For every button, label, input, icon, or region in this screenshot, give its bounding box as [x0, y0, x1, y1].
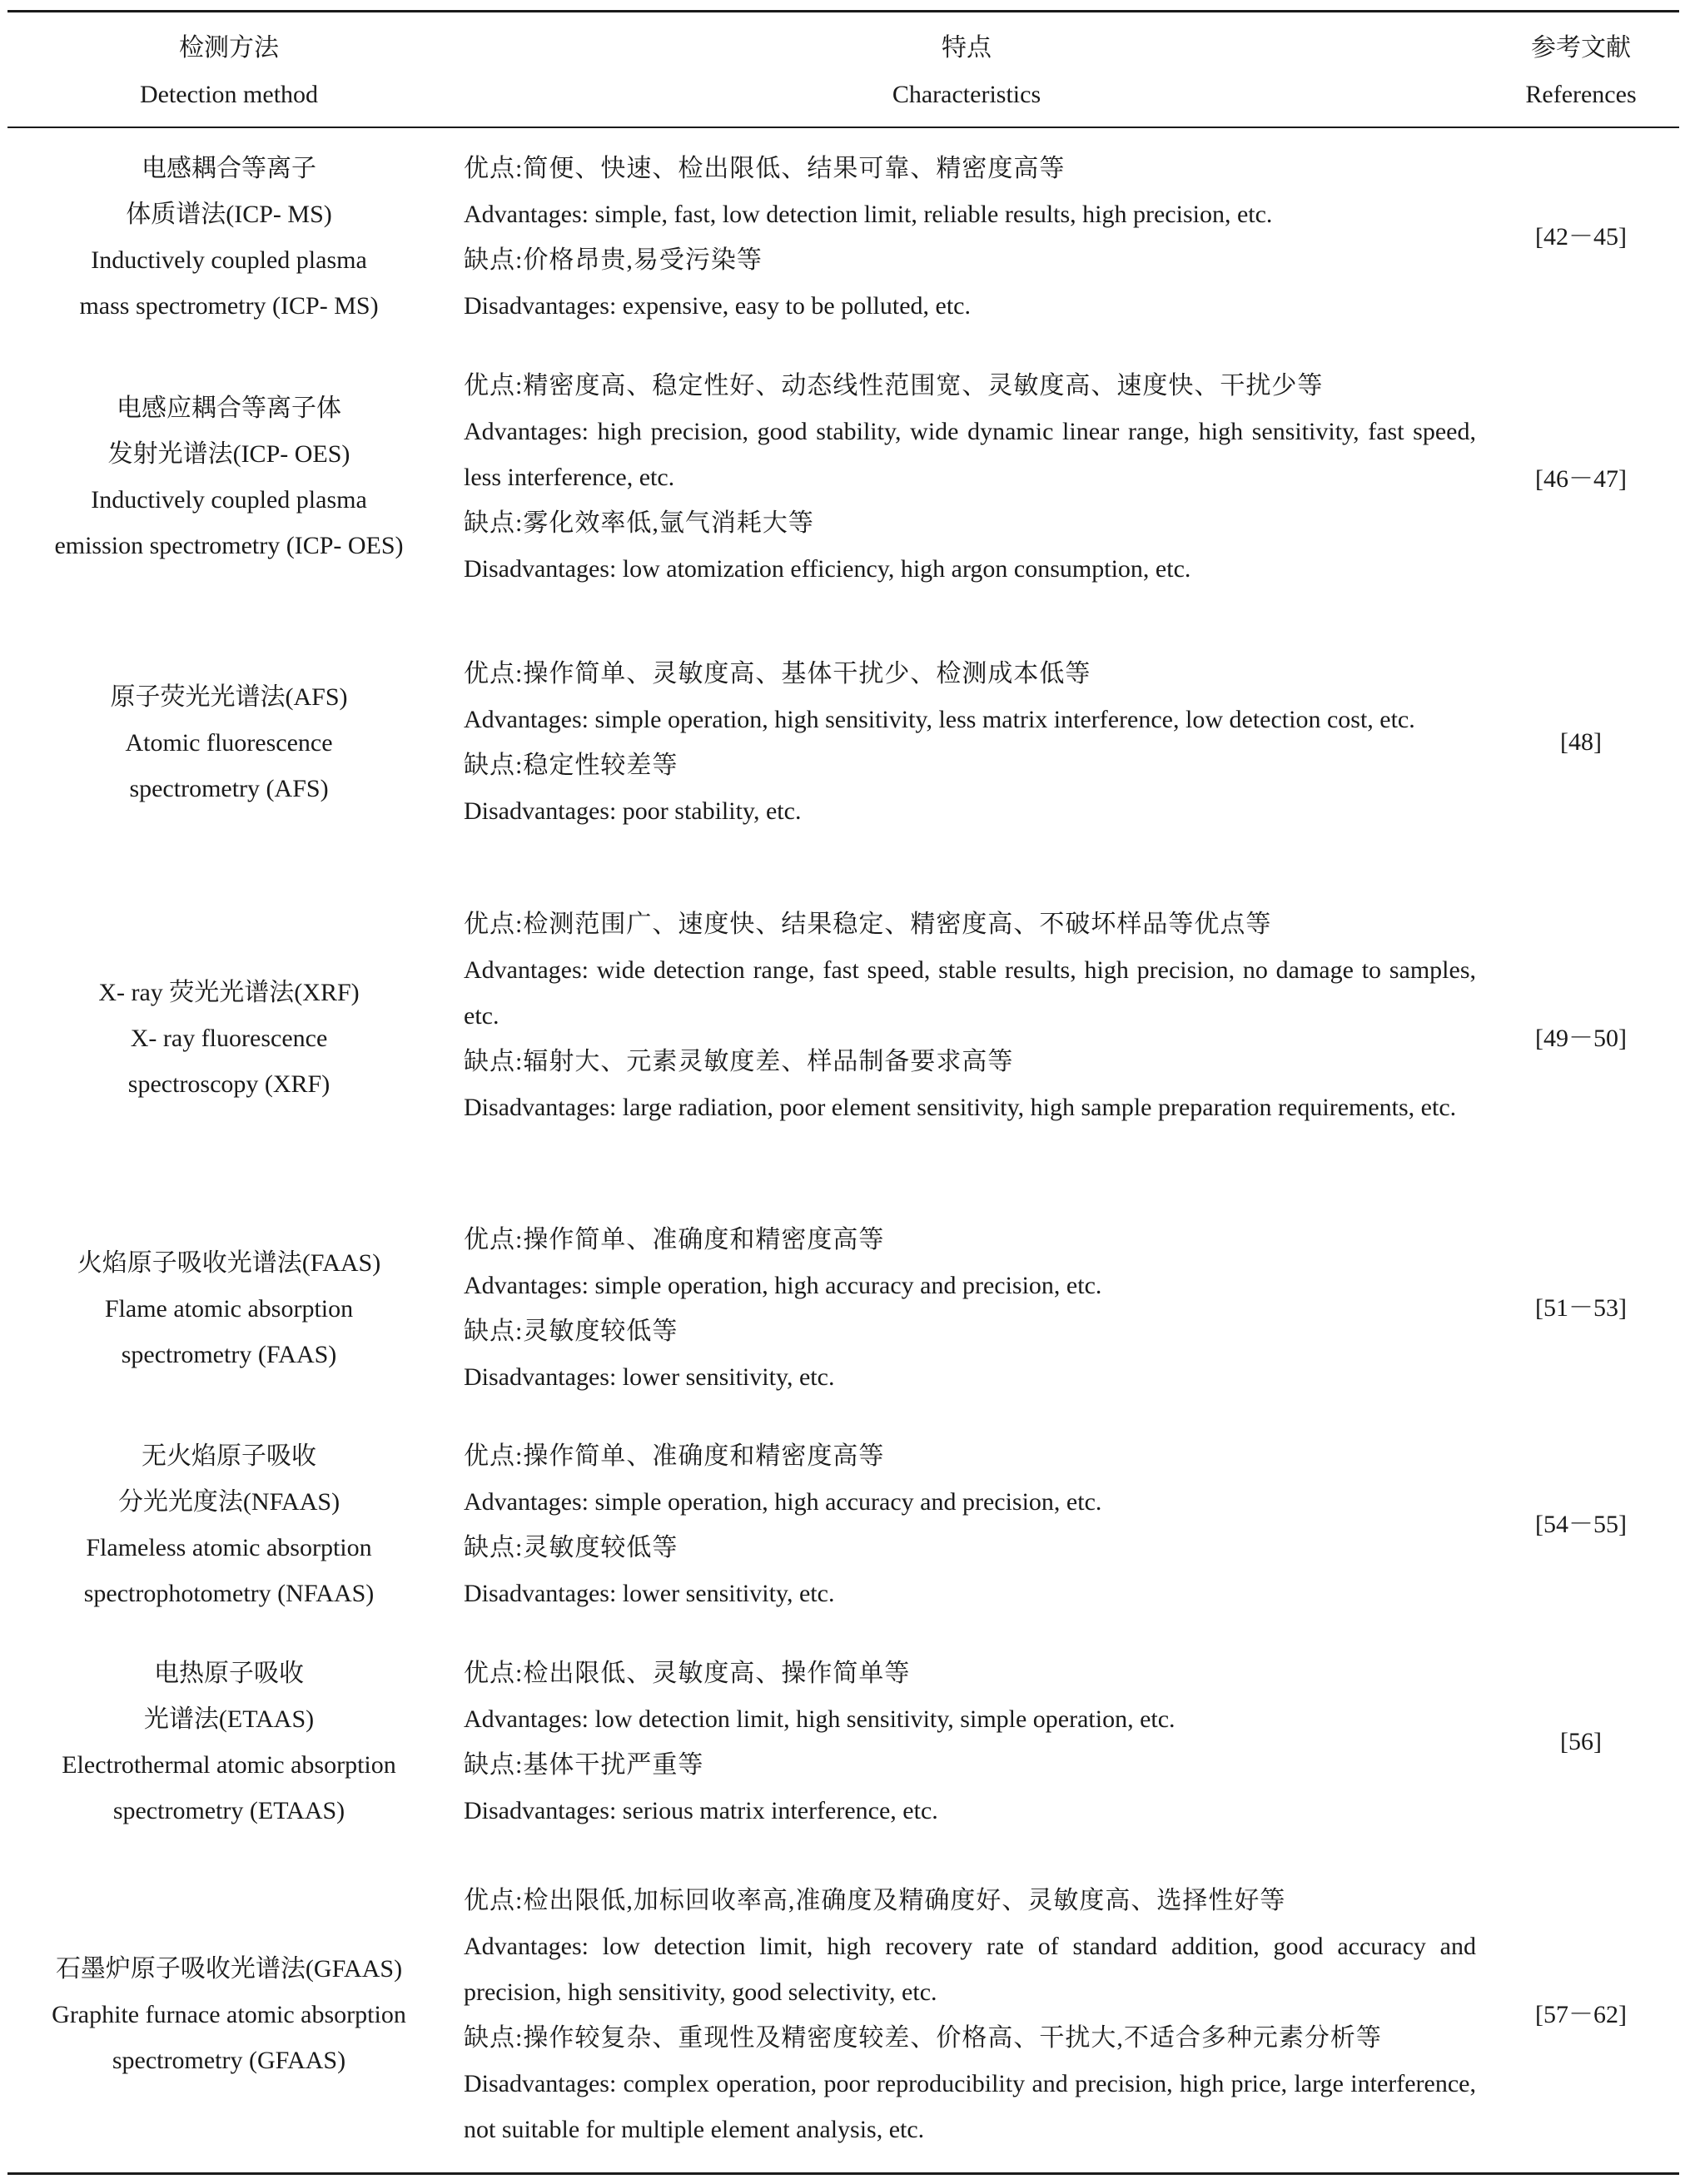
method-line: 原子荧光光谱法(AFS): [110, 683, 348, 711]
method-line: 无火焰原子吸收: [142, 1442, 316, 1470]
method-cell: [7, 1946, 450, 2083]
method-line: 分光光度法(NFAAS): [117, 1488, 340, 1516]
header-char-en: Characteristics: [892, 81, 1041, 108]
header-method-zh: 检测方法: [179, 34, 279, 62]
disadvantages-en: Disadvantages: lower sensitivity, etc.: [464, 1363, 835, 1391]
characteristics-cell: [464, 1217, 1476, 1400]
disadvantages-en: Disadvantages: poor stability, etc.: [464, 797, 802, 825]
method-cell: [7, 1240, 450, 1377]
disadvantages-en: Disadvantages: large radiation, poor element sensitivity, high sample preparation requirements, etc.: [464, 1094, 1457, 1121]
advantages-zh: 优点:检出限低,加标回收率高,准确度及精确度好、灵敏度高、选择性好等: [464, 1887, 1286, 1914]
advantages-zh: 优点:操作简单、准确度和精密度高等: [464, 1226, 885, 1253]
disadvantages-zh: 缺点:灵敏度较低等: [464, 1318, 678, 1345]
characteristics-cell: [464, 363, 1476, 592]
method-line: 电感耦合等离子: [142, 155, 316, 182]
method-line: Graphite furnace atomic absorption: [52, 2001, 406, 2028]
advantages-en: Advantages: high precision, good stability, wide dynamic linear range, high sensitivity, fast speed, less interference, etc.: [464, 418, 1476, 491]
method-line: 光谱法(ETAAS): [143, 1705, 315, 1733]
table-row: [7, 363, 1679, 608]
advantages-zh: 优点:操作简单、灵敏度高、基体干扰少、检测成本低等: [464, 660, 1091, 687]
reference-cell: [48]: [1560, 728, 1602, 756]
table-header-rule: [7, 127, 1679, 128]
advantages-zh: 优点:检测范围广、速度快、结果稳定、精密度高、不破坏样品等优点等: [464, 911, 1272, 938]
disadvantages-zh: 缺点:操作较复杂、重现性及精密度较差、价格高、干扰大,不适合多种元素分析等: [464, 2024, 1382, 2052]
disadvantages-zh: 缺点:辐射大、元素灵敏度差、样品制备要求高等: [464, 1048, 1014, 1075]
header-references: [1483, 25, 1679, 118]
table-top-rule: [7, 10, 1679, 12]
disadvantages-zh: 缺点:灵敏度较低等: [464, 1534, 678, 1561]
method-line: X- ray 荧光光谱法(XRF): [98, 979, 360, 1006]
disadvantages-zh: 缺点:雾化效率低,氩气消耗大等: [464, 509, 814, 537]
method-line: spectrometry (ETAAS): [112, 1797, 345, 1824]
disadvantages-zh: 缺点:稳定性较差等: [464, 752, 678, 779]
method-line: emission spectrometry (ICP- OES): [54, 532, 404, 559]
characteristics-cell: [464, 146, 1476, 329]
reference-cell: [46－47]: [1535, 465, 1627, 493]
advantages-en: Advantages: wide detection range, fast speed, stable results, high precision, no damage to samples, etc.: [464, 956, 1476, 1030]
advantages-en: Advantages: simple, fast, low detection limit, reliable results, high precision, etc.: [464, 201, 1273, 228]
method-line: 电感应耦合等离子体: [117, 395, 341, 422]
method-line: 电热原子吸收: [154, 1660, 304, 1687]
disadvantages-en: Disadvantages: complex operation, poor reproducibility and precision, high price, large interference, not suitable for multiple element analysis, etc.: [464, 2070, 1476, 2143]
advantages-zh: 优点:检出限低、灵敏度高、操作简单等: [464, 1660, 911, 1687]
method-cell: [7, 674, 450, 812]
method-line: spectrometry (AFS): [129, 775, 329, 802]
method-line: mass spectrometry (ICP- MS): [79, 292, 379, 320]
table-row: [7, 1433, 1679, 1625]
disadvantages-en: Disadvantages: serious matrix interference, etc.: [464, 1797, 938, 1824]
method-line: 石墨炉原子吸收光谱法(GFAAS): [55, 1955, 403, 1983]
table-row: [7, 1878, 1679, 2157]
method-cell: [7, 385, 450, 568]
header-ref-zh: 参考文献: [1531, 34, 1631, 62]
table-row: [7, 1217, 1679, 1408]
reference-cell: [49－50]: [1535, 1025, 1627, 1052]
table-row: [7, 901, 1679, 1176]
advantages-en: Advantages: simple operation, high accuracy and precision, etc.: [464, 1272, 1102, 1299]
method-line: Flameless atomic absorption: [86, 1534, 372, 1561]
header-detection-method: [7, 25, 450, 118]
method-cell: [7, 1433, 450, 1616]
table-row: [7, 1650, 1679, 1842]
method-line: 体质谱法(ICP- MS): [126, 201, 332, 228]
disadvantages-en: Disadvantages: expensive, easy to be polluted, etc.: [464, 292, 971, 320]
disadvantages-zh: 缺点:基体干扰严重等: [464, 1751, 704, 1779]
characteristics-cell: [464, 1433, 1476, 1616]
disadvantages-zh: 缺点:价格昂贵,易受污染等: [464, 246, 763, 274]
advantages-en: Advantages: simple operation, high accuracy and precision, etc.: [464, 1488, 1102, 1516]
characteristics-cell: [464, 1878, 1476, 2152]
method-line: spectrometry (FAAS): [121, 1341, 337, 1368]
advantages-zh: 优点:操作简单、准确度和精密度高等: [464, 1442, 885, 1470]
method-line: Atomic fluorescence: [125, 729, 333, 757]
header-char-zh: 特点: [942, 34, 992, 62]
characteristics-cell: [464, 651, 1476, 834]
method-cell: [7, 146, 450, 329]
advantages-en: Advantages: simple operation, high sensitivity, less matrix interference, low detection cost, etc.: [464, 706, 1415, 733]
header-characteristics: [450, 25, 1483, 118]
method-line: spectrometry (GFAAS): [112, 2047, 346, 2074]
method-line: spectrophotometry (NFAAS): [83, 1580, 375, 1607]
advantages-en: Advantages: low detection limit, high sensitivity, simple operation, etc.: [464, 1705, 1176, 1733]
method-line: spectroscopy (XRF): [127, 1070, 331, 1098]
method-line: Electrothermal atomic absorption: [62, 1751, 396, 1779]
method-cell: [7, 970, 450, 1107]
table-row: [7, 143, 1679, 343]
method-line: Inductively coupled plasma: [91, 486, 367, 514]
advantages-zh: 优点:精密度高、稳定性好、动态线性范围宽、灵敏度高、速度快、干扰少等: [464, 372, 1324, 400]
disadvantages-en: Disadvantages: low atomization efficiency, high argon consumption, etc.: [464, 555, 1191, 583]
reference-cell: [42－45]: [1535, 223, 1627, 251]
advantages-en: Advantages: low detection limit, high recovery rate of standard addition, good accuracy and precision, high sensitivity, good selectivity, etc.: [464, 1933, 1476, 2006]
method-line: 发射光谱法(ICP- OES): [107, 440, 350, 468]
table-bottom-rule: [7, 2172, 1679, 2175]
method-line: Inductively coupled plasma: [91, 246, 367, 274]
table-row: [7, 651, 1679, 851]
reference-cell: [56]: [1560, 1728, 1602, 1755]
characteristics-cell: [464, 901, 1476, 1130]
reference-cell: [51－53]: [1535, 1294, 1627, 1322]
method-line: X- ray fluorescence: [130, 1025, 328, 1052]
method-line: Flame atomic absorption: [104, 1295, 354, 1323]
header-ref-en: References: [1525, 81, 1637, 108]
method-cell: [7, 1650, 450, 1834]
disadvantages-en: Disadvantages: lower sensitivity, etc.: [464, 1580, 835, 1607]
method-line: 火焰原子吸收光谱法(FAAS): [77, 1249, 381, 1277]
reference-cell: [54－55]: [1535, 1511, 1627, 1538]
header-method-en: Detection method: [139, 81, 319, 108]
characteristics-cell: [464, 1650, 1476, 1834]
advantages-zh: 优点:简便、快速、检出限低、结果可靠、精密度高等: [464, 155, 1066, 182]
reference-cell: [57－62]: [1535, 2001, 1627, 2028]
